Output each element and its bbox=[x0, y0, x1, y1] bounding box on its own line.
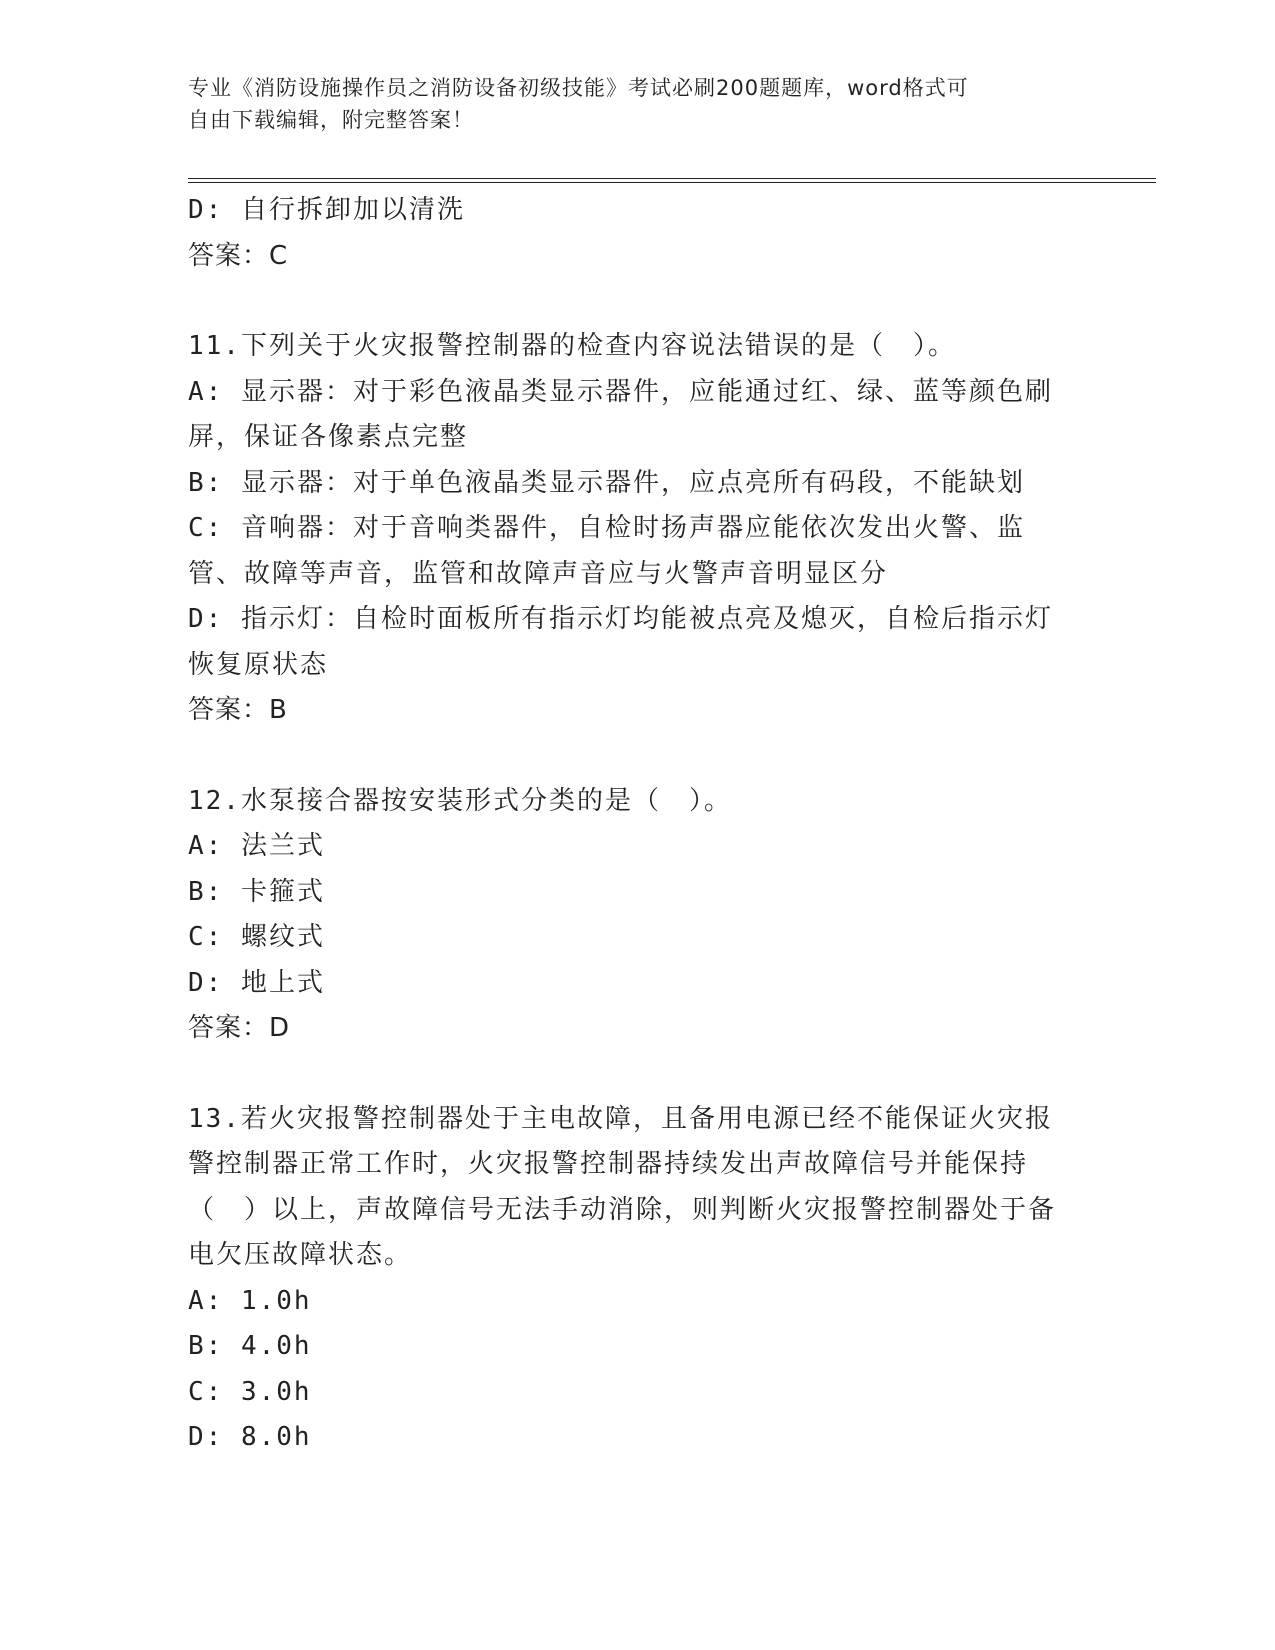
header-rule-bottom bbox=[188, 182, 1156, 183]
option-c: C: 3.0h bbox=[188, 1376, 312, 1407]
option-c: C: 音响器：对于音响类器件，自检时扬声器应能依次发出火警、监管、故障等声音，监管和故障声音应与火警声音明显区分 bbox=[188, 513, 1025, 589]
option-a: A: 1.0h bbox=[188, 1285, 312, 1316]
question-12 bbox=[188, 779, 1078, 1052]
question-11 bbox=[188, 324, 1078, 734]
answer: 答案：B bbox=[188, 695, 288, 725]
question-stem: 12.水泵接合器按安装形式分类的是（ ）。 bbox=[188, 785, 732, 816]
option-d: D: 8.0h bbox=[188, 1422, 312, 1452]
prev-question-tail bbox=[188, 188, 1078, 279]
question-stem: 11.下列关于火灾报警控制器的检查内容说法错误的是（ ）。 bbox=[188, 331, 956, 361]
option-d: D: 地上式 bbox=[188, 967, 325, 998]
question-13 bbox=[188, 1097, 1078, 1461]
header-rule-top bbox=[188, 178, 1156, 179]
answer: 答案：D bbox=[188, 1013, 291, 1043]
question-stem: 13.若火灾报警控制器处于主电故障，且备用电源已经不能保证火灾报警控制器正常工作时，火灾报警控制器持续发出声故障信号并能保持（ ）以上，声故障信号无法手动消除，则判断火灾报警控制器处于备电欠压故障状态。 bbox=[188, 1103, 1057, 1270]
option-b: B: 卡箍式 bbox=[188, 876, 325, 907]
option-a: A: 显示器：对于彩色液晶类显示器件，应能通过红、绿、蓝等颜色刷屏，保证各像素点完整 bbox=[188, 376, 1053, 452]
option-a: A: 法兰式 bbox=[188, 831, 325, 861]
document-body bbox=[188, 188, 1078, 1461]
option-b: B: 4.0h bbox=[188, 1331, 312, 1361]
option-d: D: 指示灯：自检时面板所有指示灯均能被点亮及熄灭，自检后指示灯恢复原状态 bbox=[188, 604, 1053, 680]
option-c: C: 螺纹式 bbox=[188, 922, 325, 952]
option-d: D: 自行拆卸加以清洗 bbox=[188, 195, 465, 225]
header-line-2: 自由下载编辑，附完整答案！ bbox=[188, 108, 474, 132]
header-line-1: 专业《消防设施操作员之消防设备初级技能》考试必刷200题题库，word格式可 bbox=[188, 76, 969, 100]
option-b: B: 显示器：对于单色液晶类显示器件，应点亮所有码段，不能缺划 bbox=[188, 467, 1025, 498]
answer: 答案：C bbox=[188, 240, 289, 271]
page-header bbox=[188, 72, 1068, 136]
